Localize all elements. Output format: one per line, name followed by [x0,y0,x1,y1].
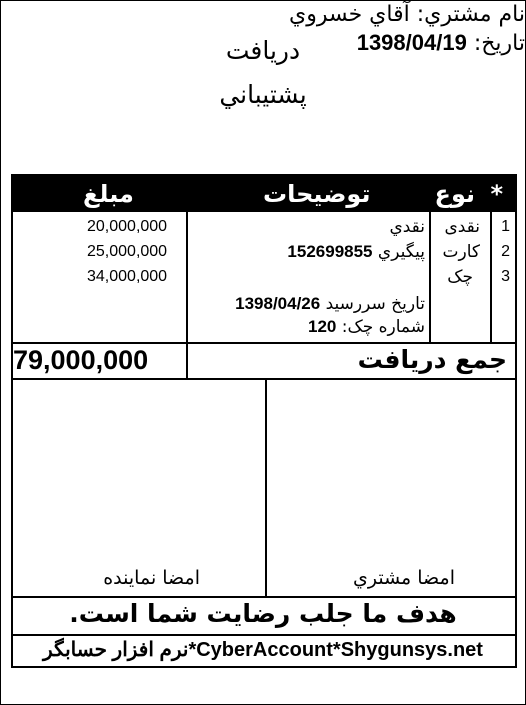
col-amount: مبلغ [83,180,134,208]
row-amount: 25,000,000 [87,243,168,260]
row-amount: 34,000,000 [87,268,168,285]
row-description: نقدي [389,217,425,237]
cheque-due-date: تاريخ سررسيد 1398/04/26 [235,294,425,314]
col-type: نوع [434,180,475,208]
row-index: 2 [501,243,510,260]
customer-name: آقاي خسروي [288,2,410,27]
date-value: 1398/04/19 [356,30,467,55]
row-type: نقدی [444,217,480,237]
row-type: کارت [442,242,480,262]
date-label: تاريخ: [473,31,525,56]
customer-label: نام مشتري: [416,2,525,27]
row-index: 1 [501,218,510,235]
row-index: 3 [501,268,510,285]
slogan: هدف ما جلب رضايت شما است. [69,599,457,628]
receipt-title: دريافت [225,36,301,65]
total-label: جمع دريافت [357,345,507,374]
cheque-number: شماره چک: 120 [307,317,425,337]
col-description: توضيحات [263,180,371,208]
table-header [11,174,517,212]
representative-signature-label: امضا نماينده [103,567,200,589]
row-description: پيگيري 152699855 [287,242,425,262]
software-footer: نرم افزار حسابگر*CyberAccount*Shygunsys.net [43,639,483,661]
customer-signature-label: امضا مشتري [353,567,455,589]
col-star: * [490,180,503,208]
receipt-subtitle: پشتيباني [219,80,307,109]
row-amount: 20,000,000 [87,218,168,235]
customer-line [1,1,525,29]
total-value: 79,000,000 [13,345,149,375]
row-type: چک [447,267,473,287]
